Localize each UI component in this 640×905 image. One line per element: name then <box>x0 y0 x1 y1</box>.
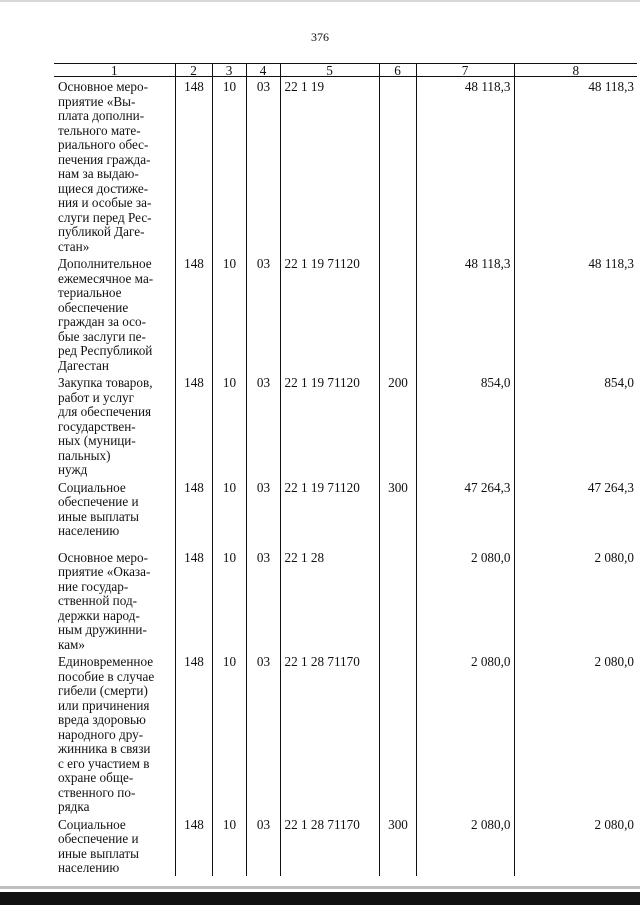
cell-code-4: 03 <box>246 548 280 653</box>
row-name-text: Закупка товаров, работ и услуг для обеспечения государствен- ных (муници- пальных) нужд <box>58 375 153 477</box>
header-row <box>54 64 637 77</box>
table-body <box>54 77 637 876</box>
row-name-text: Социальное обеспечение и иные выплаты населению <box>58 816 139 875</box>
column-header-2: 2 <box>175 64 212 77</box>
table-row <box>54 373 637 478</box>
cell-amount-8: 2 080,0 <box>514 652 637 815</box>
scan-edge-top <box>0 0 640 2</box>
cell-code-3: 10 <box>212 478 246 548</box>
column-header-8: 8 <box>514 64 637 77</box>
cell-amount-8: 2 080,0 <box>514 548 637 653</box>
cell-code-5: 22 1 19 71120 <box>280 478 379 548</box>
cell-code-2: 148 <box>175 815 212 876</box>
cell-code-5: 22 1 28 <box>280 548 379 653</box>
table-row <box>54 548 637 653</box>
cell-code-2: 148 <box>175 254 212 373</box>
cell-code-5: 22 1 28 71170 <box>280 652 379 815</box>
cell-amount-7: 854,0 <box>416 373 514 478</box>
cell-amount-7: 48 118,3 <box>416 254 514 373</box>
cell-code-3: 10 <box>212 77 246 255</box>
cell-code-3: 10 <box>212 815 246 876</box>
cell-code-6: 200 <box>379 373 416 478</box>
column-header-6: 6 <box>379 64 416 77</box>
scan-edge-bottom-light <box>0 886 640 889</box>
scan-edge-bottom <box>0 892 640 905</box>
cell-code-5: 22 1 28 71170 <box>280 815 379 876</box>
cell-code-4: 03 <box>246 478 280 548</box>
cell-code-5: 22 1 19 71120 <box>280 373 379 478</box>
cell-amount-7: 47 264,3 <box>416 478 514 548</box>
row-name-text: Основное меро- приятие «Вы- плата дополни- тельного мате- риального обес- печения гражда- нам за выдаю- щиеся достиже- ния и особые за- слуги перед Рес- публикой Даге- стан» <box>58 79 152 254</box>
cell-amount-7: 2 080,0 <box>416 652 514 815</box>
row-name-text: Основное меро- приятие «Оказа- ние государ- ственной под- держки народ- ным дружинни- кам» <box>58 549 151 652</box>
cell-code-2: 148 <box>175 373 212 478</box>
column-header-3: 3 <box>212 64 246 77</box>
cell-amount-8: 48 118,3 <box>514 77 637 255</box>
cell-code-6: 300 <box>379 478 416 548</box>
cell-code-4: 03 <box>246 254 280 373</box>
budget-table <box>54 63 637 876</box>
cell-code-6 <box>379 77 416 255</box>
table-row <box>54 478 637 548</box>
cell-amount-8: 47 264,3 <box>514 478 637 548</box>
row-name-text: Социальное обеспечение и иные выплаты населению <box>58 479 139 538</box>
cell-code-6: 300 <box>379 815 416 876</box>
table-row <box>54 815 637 876</box>
cell-code-2: 148 <box>175 478 212 548</box>
row-name <box>54 548 175 653</box>
cell-code-4: 03 <box>246 652 280 815</box>
column-header-1: 1 <box>54 64 175 77</box>
column-header-5: 5 <box>280 64 379 77</box>
row-name <box>54 652 175 815</box>
cell-amount-7: 48 118,3 <box>416 77 514 255</box>
cell-code-2: 148 <box>175 77 212 255</box>
cell-amount-7: 2 080,0 <box>416 815 514 876</box>
cell-code-6 <box>379 548 416 653</box>
row-name <box>54 373 175 478</box>
table-row <box>54 77 637 255</box>
cell-amount-8: 48 118,3 <box>514 254 637 373</box>
cell-code-3: 10 <box>212 548 246 653</box>
row-name <box>54 478 175 548</box>
cell-code-2: 148 <box>175 548 212 653</box>
cell-amount-8: 2 080,0 <box>514 815 637 876</box>
cell-code-6 <box>379 254 416 373</box>
row-name-text: Дополнительное ежемесячное ма- териальное обеспечение граждан за осо- бые заслуги пе- ред Республикой Дагестан <box>58 256 154 373</box>
cell-amount-7: 2 080,0 <box>416 548 514 653</box>
column-header-7: 7 <box>416 64 514 77</box>
cell-amount-8: 854,0 <box>514 373 637 478</box>
cell-code-5: 22 1 19 71120 <box>280 254 379 373</box>
cell-code-6 <box>379 652 416 815</box>
cell-code-4: 03 <box>246 77 280 255</box>
row-name <box>54 254 175 373</box>
cell-code-3: 10 <box>212 254 246 373</box>
table-row <box>54 254 637 373</box>
cell-code-4: 03 <box>246 373 280 478</box>
cell-code-5: 22 1 19 <box>280 77 379 255</box>
table-header <box>54 64 637 77</box>
row-name <box>54 815 175 876</box>
cell-code-3: 10 <box>212 652 246 815</box>
page-number: 376 <box>311 30 329 44</box>
cell-code-2: 148 <box>175 652 212 815</box>
column-header-4: 4 <box>246 64 280 77</box>
cell-code-4: 03 <box>246 815 280 876</box>
row-name-text: Единовременное пособие в случае гибели (смерти) или причинения вреда здоровью народного дру- жинника в связи с его участием в охране обще- ственного по- рядка <box>58 654 155 814</box>
cell-code-3: 10 <box>212 373 246 478</box>
row-name <box>54 77 175 255</box>
table-row <box>54 652 637 815</box>
